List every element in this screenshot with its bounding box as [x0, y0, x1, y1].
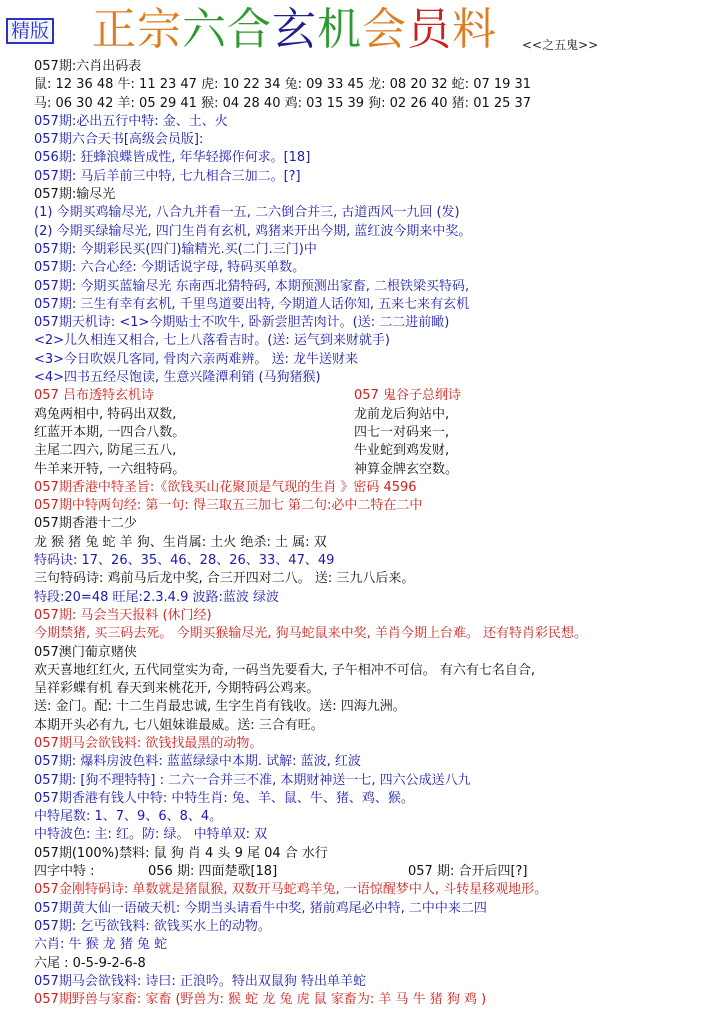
text-line: 056期: 狂蜂浪蝶皆成性, 年华轻掷作何求。[18]	[34, 150, 311, 166]
text-line: 057期黄大仙一语破天机: 今期当头请看牛中奖, 猪前鸡尾必中特, 二中中来二四	[34, 900, 487, 916]
content-body	[34, 58, 702, 1009]
poem-right-line: 四七一对码来一,	[354, 424, 450, 440]
title-char: 玄	[272, 4, 317, 55]
text-line: <4>四书五经尽饱读, 生意兴隆潭利销 (马狗猪猴)	[34, 370, 321, 386]
title-char: 机	[317, 4, 362, 55]
text-line: 龙 猴 猪 兔 蛇 羊 狗、生肖属: 土火 绝杀: 土 属: 双	[34, 534, 327, 550]
text-line: 马: 06 30 42 羊: 05 29 41 猴: 04 28 40 鸡: 03 15 39 狗: 02 26 40 猪: 01 25 37	[34, 95, 532, 111]
text-line: 呈祥彩蝶有机 春天到来桃花开, 今期特码公鸡来。	[34, 681, 320, 697]
poem-left-line: 主尾二四六, 防尾三五八,	[34, 443, 177, 459]
text-line: 057期: 六合心经: 今期话说字母, 特码买单数。	[34, 260, 306, 276]
text-line: 中特波色: 主: 红。防: 绿。 中特单双: 双	[34, 827, 268, 843]
text-line: (2) 今期买绿输尽光, 四门生肖有玄机, 鸡猪来开出今期, 蓝红波今期来中奖。	[34, 223, 472, 239]
text-line: 057期: 乞丐欲钱料: 欲钱买水上的动物。	[34, 918, 271, 934]
text-line: 今期禁猪, 买三码去死。 今期买猴输尽光, 狗马蛇鼠来中奖, 羊肖今期上台难。 还有特肖彩民想。	[34, 626, 588, 642]
four-char-item: 056 期: 四面楚歌[18]	[148, 864, 278, 880]
text-line: 057期: 马后羊前三中特, 七九相合三加二。[?]	[34, 168, 301, 184]
poem-row	[34, 442, 702, 460]
text-block-2	[34, 479, 702, 863]
four-char-item: 057 期: 合开后四[?]	[408, 864, 528, 880]
text-line: 057期马会欲钱料: 诗曰: 正浪吟。特出双鼠狗 特出单羊蛇	[34, 973, 366, 989]
poem-left-line: 鸡兔两相中, 特码出双数,	[34, 406, 177, 422]
four-char-item: 四字中特 :	[34, 864, 95, 880]
text-line: 057期香港中特圣旨:《欲钱买山花聚顶是气现的生肖 》密码 4596	[34, 479, 417, 495]
title-char: 正	[92, 4, 137, 55]
page-title	[92, 2, 497, 58]
text-line: 057期六合天书[高级会员版]:	[34, 132, 204, 148]
four-char-row	[34, 863, 702, 881]
text-line: <2>儿久相连又相合, 七上八落看吉时。(送: 运气到来财就手)	[34, 333, 390, 349]
text-line: 057期:六肖出码表	[34, 59, 142, 74]
text-line: 057期天机诗: <1>今期贴士不吹牛, 卧新尝胆苦肉计。(送: 二二进前瞰)	[34, 315, 450, 331]
poem-row	[34, 461, 702, 479]
poem-right-line: 神算金牌玄空数。	[354, 461, 459, 477]
poem-row	[34, 387, 702, 405]
text-block-3	[34, 881, 702, 1009]
text-line: 057期香港有钱人中特: 中特生肖: 兔、羊、鼠、牛、猪、鸡、猴。	[34, 790, 414, 806]
poem-right-line: 牛业蛇到鸡发财,	[354, 443, 450, 459]
poem-right-line: 龙前龙后狗站中,	[354, 406, 450, 422]
text-line: 057期中特两句经: 第一句: 得三取五三加七 第二句:必中二特在二中	[34, 498, 423, 514]
text-line: 六肖: 牛 猴 龙 猪 兔 蛇	[34, 937, 168, 953]
text-block-1	[34, 58, 702, 387]
text-line: 057期:必出五行中特: 金、土、火	[34, 113, 228, 129]
page-subtitle: <<之五鬼>>	[522, 38, 599, 52]
text-line: 六尾 : 0-5-9-2-6-8	[34, 955, 146, 971]
text-line: 057期: 今期彩民买(四门)输精光.买(二门.三门)中	[34, 241, 317, 257]
header	[0, 0, 702, 58]
title-char: 六	[182, 4, 227, 55]
text-line: 三句特码诗: 鸡前马后龙中奖, 合三开四对二八。 送: 三九八后来。	[34, 571, 415, 587]
title-char: 员	[407, 4, 452, 55]
poem-row	[34, 406, 702, 424]
text-line: 057期野兽与家畜: 家畜 (野兽为: 猴 蛇 龙 兔 虎 鼠 家畜为: 羊 马 牛 猪 狗 鸡 )	[34, 992, 487, 1008]
poem-right-line: 057 鬼谷子总纲诗	[354, 388, 461, 404]
text-line: 057期: 三生有幸有玄机, 千里鸟道要出特, 今期道人话你知, 五来七来有玄机	[34, 296, 470, 312]
text-line: 中特尾数: 1、7、9、6、8、4。	[34, 809, 223, 825]
text-line: 特码诀: 17、26、35、46、28、26、33、47、49	[34, 553, 335, 569]
text-line: 鼠: 12 36 48 牛: 11 23 47 虎: 10 22 34 兔: 09 33 45 龙: 08 20 32 蛇: 07 19 31	[34, 77, 532, 93]
text-line: 057期香港十二少	[34, 516, 137, 532]
poem-left-line: 牛羊来开特, 一六组特码。	[34, 461, 186, 477]
text-line: 057期马会欲钱料: 欲钱找最黑的动物。	[34, 735, 263, 751]
text-line: 057澳门葡京赌侠	[34, 644, 137, 660]
poem-left-line: 057 吕布透特玄机诗	[34, 388, 154, 404]
title-char: 料	[452, 4, 497, 55]
poem-row	[34, 424, 702, 442]
text-line: <3>今日吹娱几客同, 骨肉六亲两难辨。 送: 龙牛送财来	[34, 351, 358, 367]
text-line: 057期: 马会当天报料 (休门经)	[34, 607, 212, 623]
text-line: 057期: [狗不理特特] : 二六一合并三不准, 本期财神送一七, 四六公成送八九	[34, 772, 471, 788]
text-line: 057期: 爆料房波色料: 蓝蓝绿绿中本期. 试解: 蓝波, 红波	[34, 754, 361, 770]
title-char: 会	[362, 4, 407, 55]
text-line: 057期(100%)禁料: 鼠 狗 肖 4 头 9 尾 04 合 水行	[34, 845, 328, 861]
text-line: 057期: 今期买蓝输尽光 东南西北猜特码, 本期预测出家畜, 二根铁梁买特码,	[34, 278, 470, 294]
poem-left-line: 红蓝开本期, 一四合八数。	[34, 424, 186, 440]
text-line: 本期开头必有九, 七八姐妹谁最威。送: 三合有旺。	[34, 717, 324, 733]
text-line: 送: 金门。配: 十二生肖最忠诚, 生字生肖有钱收。送: 四海九洲。	[34, 699, 406, 715]
version-badge: 精版	[6, 18, 54, 44]
text-line: 特段:20=48 旺尾:2.3.4.9 波路:蓝波 绿波	[34, 589, 279, 605]
text-line: 欢天喜地红红火, 五代同堂实为奇, 一码当先要看大, 子午相冲不可信。 有六有七名自合,	[34, 662, 536, 678]
text-line: 057期:输尽光	[34, 187, 116, 203]
text-line: 057金刚特码诗: 单数就是猪鼠猴, 双数开马蛇鸡羊兔, 一语惊醒梦中人, 斗转星移观地形。	[34, 882, 548, 898]
text-line: (1) 今期买鸡输尽光, 八合九并看一五, 二六倒合并三, 古道西风一九回 (发)	[34, 205, 460, 221]
title-char: 宗	[137, 4, 182, 55]
title-char: 合	[227, 4, 272, 55]
two-column-poems	[34, 387, 702, 478]
